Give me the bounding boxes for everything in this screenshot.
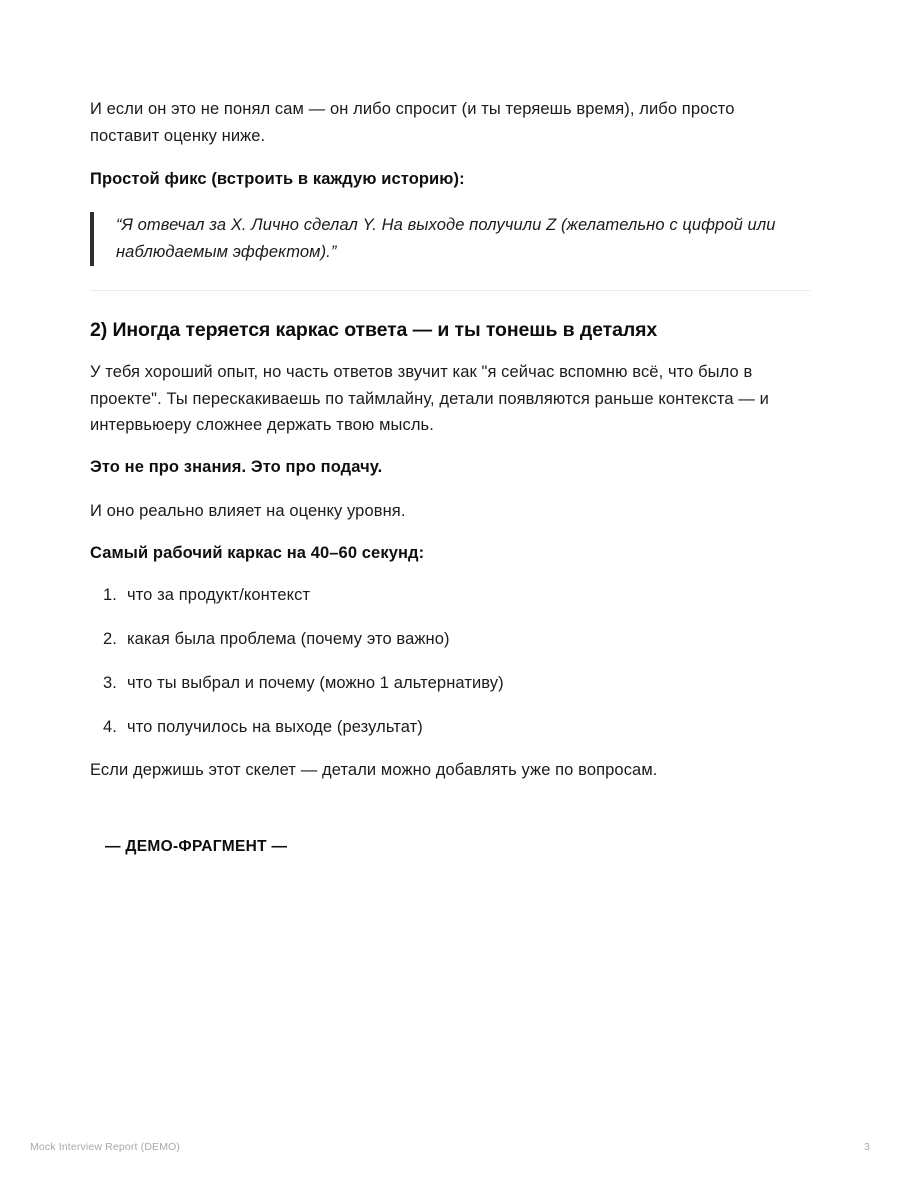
list-item-marker: 3. xyxy=(103,673,117,692)
demo-fragment-marker: — ДЕМО-ФРАГМЕНТ — xyxy=(105,837,288,855)
footer-document-label: Mock Interview Report (DEMO) xyxy=(30,1140,181,1153)
section-heading: 2) Иногда теряется каркас ответа — и ты тонешь в деталях xyxy=(90,318,658,341)
list-item xyxy=(90,627,800,652)
section-divider xyxy=(90,290,810,291)
blockquote xyxy=(90,210,800,267)
closing-paragraph: Если держишь этот скелет — детали можно добавлять уже по вопросам. xyxy=(90,761,658,780)
list-item-label: какая была проблема (почему это важно) xyxy=(127,630,450,649)
lead-paragraph: И если он это не понял сам — он либо спросит (и ты теряешь время), либо просто поставит оценку ниже. xyxy=(90,100,735,145)
emphasis-line: Это не про знания. Это про подачу. xyxy=(90,458,383,477)
list-item-marker: 1. xyxy=(103,586,117,605)
framework-label: Самый рабочий каркас на 40–60 секунд: xyxy=(90,543,425,562)
list-item-marker: 4. xyxy=(103,717,117,736)
list-item-label: что получилось на выходе (результат) xyxy=(127,717,423,736)
document-content xyxy=(90,96,800,856)
impact-line: И оно реально влияет на оценку уровня. xyxy=(90,501,406,520)
list-item-marker: 2. xyxy=(103,630,117,649)
list-item-label: что ты выбрал и почему (можно 1 альтернативу) xyxy=(127,673,504,692)
footer-page-number: 3 xyxy=(864,1140,870,1153)
page-footer xyxy=(30,1139,870,1155)
list-item-label: что за продукт/контекст xyxy=(127,586,311,605)
blockquote-bar-icon xyxy=(90,212,94,265)
framework-list xyxy=(90,583,800,739)
blockquote-text: “Я отвечал за X. Лично сделал Y. На выходе получили Z (желательно с цифрой или наблюдаемым эффектом).” xyxy=(116,216,776,261)
section-paragraph: У тебя хороший опыт, но часть ответов звучит как "я сейчас вспомню всё, что было в проекте". Ты перескакиваешь по таймлайну, детали появляются раньше контекста — и интервьюеру сложнее держать твою мысль. xyxy=(90,362,769,435)
list-item xyxy=(90,715,800,740)
fix-label: Простой фикс (встроить в каждую историю): xyxy=(90,170,465,189)
list-item xyxy=(90,671,800,696)
list-item xyxy=(90,583,800,608)
